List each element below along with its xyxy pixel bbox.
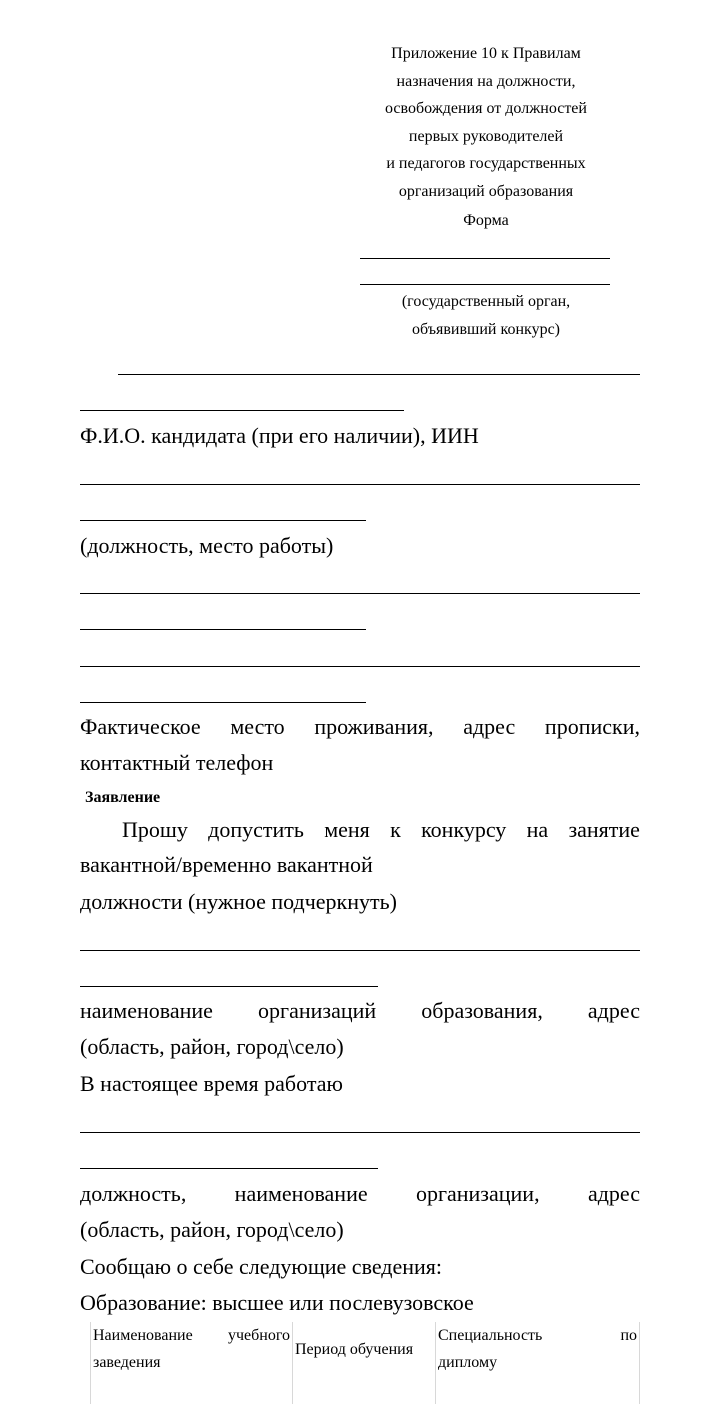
header-study-period: Период обучения [293,1322,436,1376]
header-line: Приложение 10 к Правилам [391,45,581,62]
authority-note-line: (государственный орган, [401,293,571,310]
table-cell[interactable] [293,1376,436,1404]
org-blank-line-2[interactable] [80,986,378,987]
statement-title: Заявление [85,789,161,806]
table-row [91,1376,640,1404]
residence-label-line-2: контактный телефон [80,750,274,775]
org-label-line-1: наименование организаций образования, адрес [80,998,640,1023]
education-intro: Образование: высшее или послевузовское [80,1290,474,1315]
appendix-header [360,40,612,237]
position-blank-line-2[interactable] [80,520,366,521]
position-blank-line-1[interactable] [80,484,640,485]
header-institution: Наименование учебного заведения [91,1322,293,1376]
header-line: первых руководителей [408,127,564,145]
workplace-label-line-1: должность, наименование организации, адрес [80,1181,640,1206]
header-line: назначения на должности, [396,72,576,90]
request-line-2: вакантной/временно вакантной [80,852,373,877]
request-line-3: должности (нужное подчеркнуть) [80,889,397,914]
request-line-1: Прошу допустить меня к конкурсу на занятие [122,817,640,842]
residence-label-line-1: Фактическое место проживания, адрес прописки, [80,714,640,739]
candidate-blank-line-2[interactable] [80,410,404,411]
candidate-label: Ф.И.О. кандидата (при его наличии), ИИН [80,423,479,448]
residence-blank-line-1[interactable] [80,593,640,594]
workplace-blank-line-2[interactable] [80,1168,378,1169]
org-blank-line-1[interactable] [80,950,640,951]
residence-blank-line-4[interactable] [80,702,366,703]
header-specialty: Специальность по диплому [436,1322,640,1376]
table-cell[interactable] [436,1376,640,1404]
authority-blank-line-1[interactable] [360,258,610,259]
table-cell[interactable] [91,1376,293,1404]
authority-blank-line-2[interactable] [360,284,610,285]
authority-note-line: объявивший конкурс) [412,321,560,338]
residence-blank-line-3[interactable] [80,666,640,667]
header-line: и педагогов государственных [386,155,586,172]
org-label-line-2: (область, район, город\село) [80,1034,344,1059]
position-label: (должность, место работы) [80,533,334,558]
header-line: организаций образования [398,182,574,200]
info-intro: Сообщаю о себе следующие сведения: [80,1254,443,1279]
currently-working: В настоящее время работаю [80,1071,343,1096]
header-line: освобождения от должностей [385,100,587,117]
table-header-row [91,1322,640,1376]
workplace-label-line-2: (область, район, город\село) [80,1217,344,1242]
form-label: Форма [463,212,509,229]
authority-note [360,288,612,344]
workplace-blank-line-1[interactable] [80,1132,640,1133]
residence-blank-line-2[interactable] [80,629,366,630]
education-table [90,1322,640,1404]
candidate-blank-line-1[interactable] [118,374,640,375]
